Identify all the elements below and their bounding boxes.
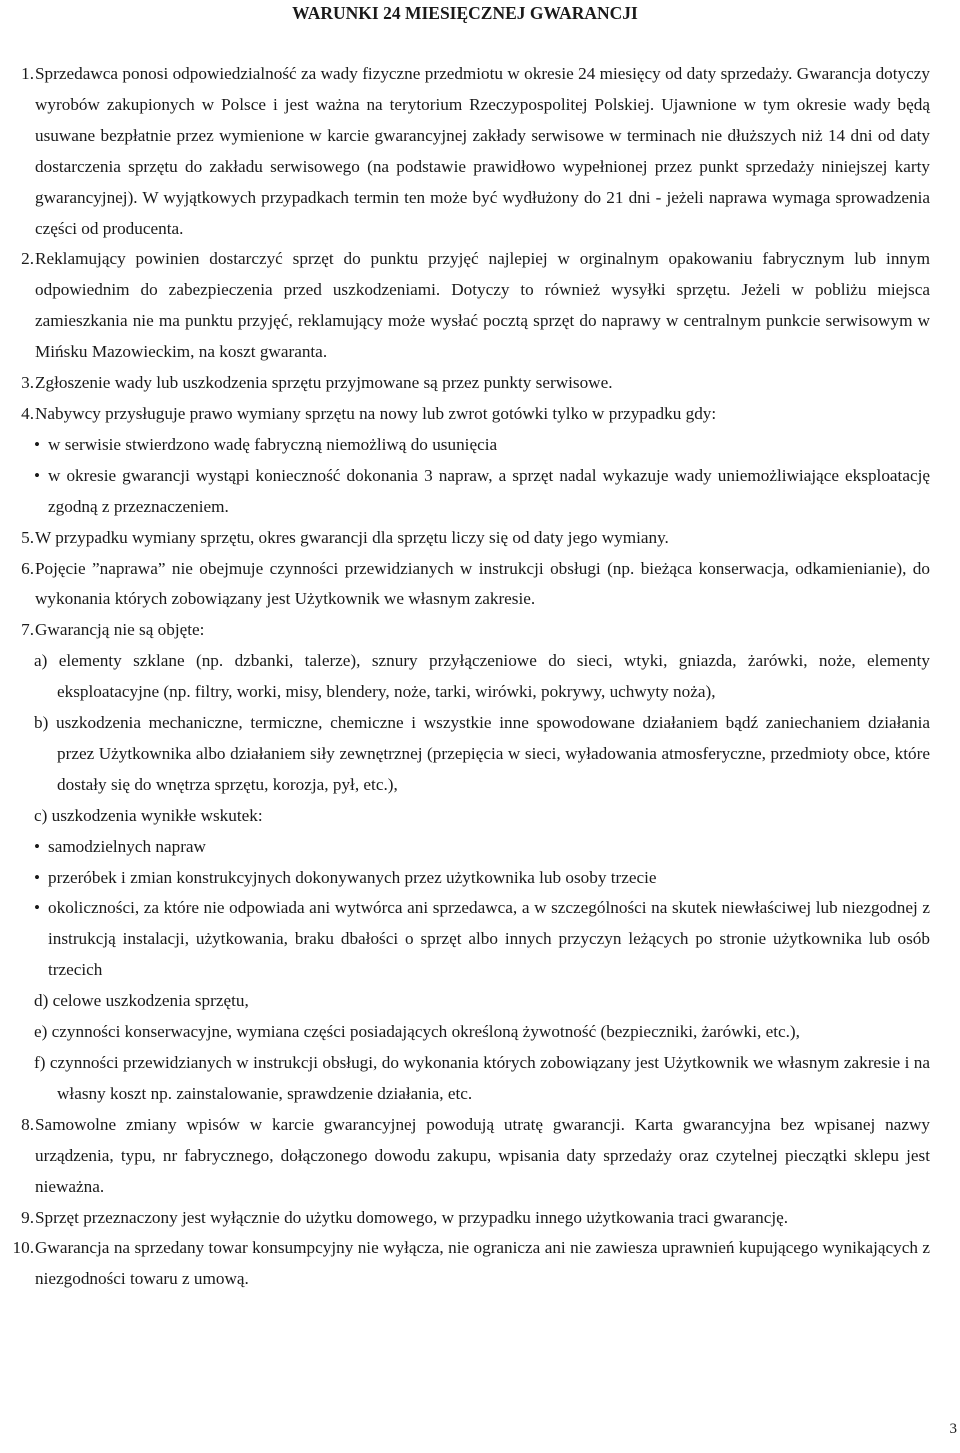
warranty-terms: [0, 59, 930, 1295]
term-number: 5.: [21, 527, 34, 547]
term-text: Reklamujący powinien dostarczyć sprzęt do punktu przyjęć najlepiej w orginalnym opakowaniu fabrycznym lub innym odpowiednim do zabezpieczenia przed uszkodzeniami. Dotyczy to również wysyłki sprzętu. Jeżeli w pobliżu miejsca zamieszkania nie ma punktu przyjęć, reklamujący może wysłać pocztą sprzęt do naprawy w centralnym punkcie serwisowym w Mińsku Mazowieckim, na koszt gwaranta.: [35, 249, 930, 362]
bullet-item: • okoliczności, za które nie odpowiada ani wytwórca ani sprzedawca, a w szczególności na skutek niewłaściwej lub niezgodnej z instrukcją instalacji, użytkowania, braku dbałości o sprzęt albo innych przyczyn leżących po stronie użytkownika lub osób trzecich: [0, 893, 930, 986]
term-text: Gwarancją nie są objęte:: [35, 620, 205, 640]
bullet-item: • w okresie gwarancji wystąpi konieczność dokonania 3 napraw, a sprzęt nadal wykazuje wady uniemożliwiające eksploatację zgodną z przeznaczeniem.: [0, 461, 930, 523]
page-number: 3: [949, 1421, 957, 1437]
term-number: 7.: [21, 620, 34, 640]
page-title: WARUNKI 24 MIESIĘCZNEJ GWARANCJI: [292, 3, 638, 23]
term-text: W przypadku wymiany sprzętu, okres gwarancji dla sprzętu liczy się od daty jego wymiany.: [35, 527, 669, 547]
term-1: [0, 59, 930, 244]
term-number: 10.: [12, 1238, 34, 1258]
sub-item-e: e) czynności konserwacyjne, wymiana części posiadających określoną żywotność (bezpieczniki, żarówki, etc.),: [34, 1022, 800, 1042]
bullet-item: • w serwisie stwierdzono wadę fabryczną niemożliwą do usunięcia: [0, 430, 930, 461]
sub-item-f: f) czynności przewidzianych w instrukcji obsługi, do wykonania których zobowiązany jest Użytkownik we własnym zakresie i na własny koszt np. zainstalowanie, sprawdzenie działania, etc.: [34, 1053, 930, 1103]
term-text: Nabywcy przysługuje prawo wymiany sprzętu na nowy lub zwrot gotówki tylko w przypadku gdy:: [35, 403, 717, 423]
sub-item-c: c) uszkodzenia wynikłe wskutek:: [34, 805, 263, 825]
term-8: [0, 1110, 930, 1203]
term-2: [0, 244, 930, 368]
sub-item-d: d) celowe uszkodzenia sprzętu,: [34, 991, 249, 1011]
term-9: [0, 1203, 930, 1234]
term-5: [0, 523, 930, 554]
term-text: Pojęcie ”naprawa” nie obejmuje czynności przewidzianych w instrukcji obsługi (np. bieżąca konserwacja, odkamienianie), do wykonania których zobowiązany jest Użytkownik we własnym zakresie.: [35, 558, 930, 609]
sub-item-a: a) elementy szklane (np. dzbanki, talerze), sznury przyłączeniowe do sieci, wtyki, gniazda, żarówki, noże, elementy eksploatacyjne (np. filtry, worki, misy, blendery, noże, tarki, wirówki, pokrywy, uchwyty noża),: [34, 651, 930, 702]
term-3: [0, 368, 930, 399]
term-6: [0, 554, 930, 616]
bullet-item: • samodzielnych napraw: [0, 832, 930, 863]
term-10: [0, 1233, 930, 1295]
term-text: Samowolne zmiany wpisów w karcie gwarancyjnej powodują utratę gwarancji. Karta gwarancyjna bez wpisanej nazwy urządzenia, typu, nr fabrycznego, dołączonego dowodu zakupu, wpisania daty sprzedaży oraz czytelnej pieczątki sklepu jest nieważna.: [35, 1114, 930, 1196]
term-4: [0, 399, 930, 430]
term-text: Gwarancja na sprzedany towar konsumpcyjny nie wyłącza, nie ogranicza ani nie zawiesza uprawnień kupującego wynikających z niezgodności towaru z umową.: [35, 1238, 930, 1289]
term-number: 1.: [21, 64, 34, 83]
term-text: Sprzedawca ponosi odpowiedzialność za wady fizyczne przedmiotu w okresie 24 miesięcy od daty sprzedaży. Gwarancja dotyczy wyrobów zakupionych w Polsce i jest ważna na terytorium Rzeczypospolitej Polskiej. Ujawnione w tym okresie wady będą usuwane bezpłatnie przez wymienione w karcie gwarancyjnej zakłady serwisowe w terminach nie dłuższych niż 14 dni od daty dostarczenia sprzętu do zakładu serwisowego (na podstawie prawidłowo wypełnionej przez punkt sprzedaży niniejszej karty gwarancyjnej). W wyjątkowych przypadkach termin ten może być wydłużony do 21 dni - jeżeli naprawa wymaga sprowadzenia części od producenta.: [35, 64, 930, 238]
term-number: 2.: [21, 249, 34, 269]
bullet-item: • przeróbek i zmian konstrukcyjnych dokonywanych przez użytkownika lub osoby trzecie: [0, 863, 930, 894]
term-number: 8.: [21, 1114, 34, 1134]
term-text: Zgłoszenie wady lub uszkodzenia sprzętu przyjmowane są przez punkty serwisowe.: [35, 373, 613, 393]
term-number: 4.: [21, 403, 34, 423]
term-number: 6.: [21, 558, 34, 578]
term-text: Sprzęt przeznaczony jest wyłącznie do użytku domowego, w przypadku innego użytkowania traci gwarancję.: [35, 1207, 789, 1227]
sub-item-b: b) uszkodzenia mechaniczne, termiczne, chemiczne i wszystkie inne spowodowane działaniem bądź zaniechaniem działania przez Użytkownika albo działaniem siły zewnętrznej (przepięcia w sieci, wyładowania atmosferyczne, przedmioty obce, które dostały się do wnętrza sprzętu, korozja, pył, etc.),: [34, 713, 930, 794]
term-7: [0, 615, 930, 646]
term-number: 3.: [21, 373, 34, 393]
term-number: 9.: [21, 1207, 34, 1227]
